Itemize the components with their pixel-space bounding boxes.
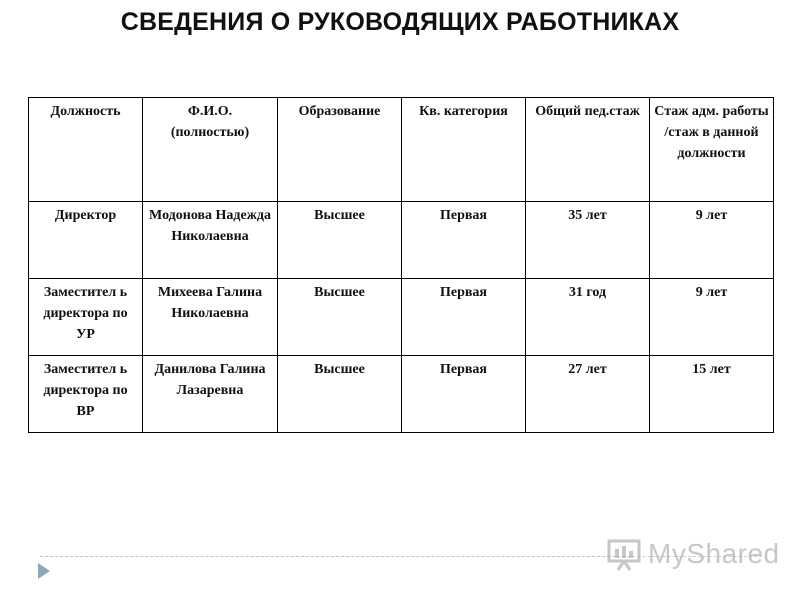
staff-table xyxy=(28,97,774,433)
cell-admin-experience: 9 лет xyxy=(650,279,774,356)
table-row xyxy=(29,356,774,433)
cell-full-name: Данилова Галина Лазаревна xyxy=(143,356,278,433)
cell-category: Первая xyxy=(402,356,526,433)
cell-admin-experience: 15 лет xyxy=(650,356,774,433)
cell-education: Высшее xyxy=(278,356,402,433)
header-education: Образование xyxy=(278,98,402,202)
watermark xyxy=(606,536,780,572)
table-row xyxy=(29,279,774,356)
cell-teaching-experience: 27 лет xyxy=(526,356,650,433)
header-category: Кв. категория xyxy=(402,98,526,202)
table-header-row xyxy=(29,98,774,202)
cell-teaching-experience: 35 лет xyxy=(526,202,650,279)
cell-education: Высшее xyxy=(278,202,402,279)
cell-position: Заместител ь директора по УР xyxy=(29,279,143,356)
cell-admin-experience: 9 лет xyxy=(650,202,774,279)
watermark-text: MyShared xyxy=(648,538,780,569)
cell-education: Высшее xyxy=(278,279,402,356)
cell-teaching-experience: 31 год xyxy=(526,279,650,356)
cell-full-name: Михеева Галина Николаевна xyxy=(143,279,278,356)
header-position: Должность xyxy=(29,98,143,202)
presentation-board-icon xyxy=(606,536,642,572)
header-full-name: Ф.И.О. (полностью) xyxy=(143,98,278,202)
slide-title: СВЕДЕНИЯ О РУКОВОДЯЩИХ РАБОТНИКАХ xyxy=(120,8,680,36)
cell-position: Заместител ь директора по ВР xyxy=(29,356,143,433)
cell-full-name: Модонова Надежда Николаевна xyxy=(143,202,278,279)
play-triangle-icon[interactable] xyxy=(36,561,52,581)
cell-category: Первая xyxy=(402,279,526,356)
header-admin-experience: Стаж адм. работы /стаж в данной должности xyxy=(650,98,774,202)
cell-category: Первая xyxy=(402,202,526,279)
cell-position: Директор xyxy=(29,202,143,279)
header-teaching-experience: Общий пед.стаж xyxy=(526,98,650,202)
footer-divider xyxy=(40,556,610,557)
table-row xyxy=(29,202,774,279)
